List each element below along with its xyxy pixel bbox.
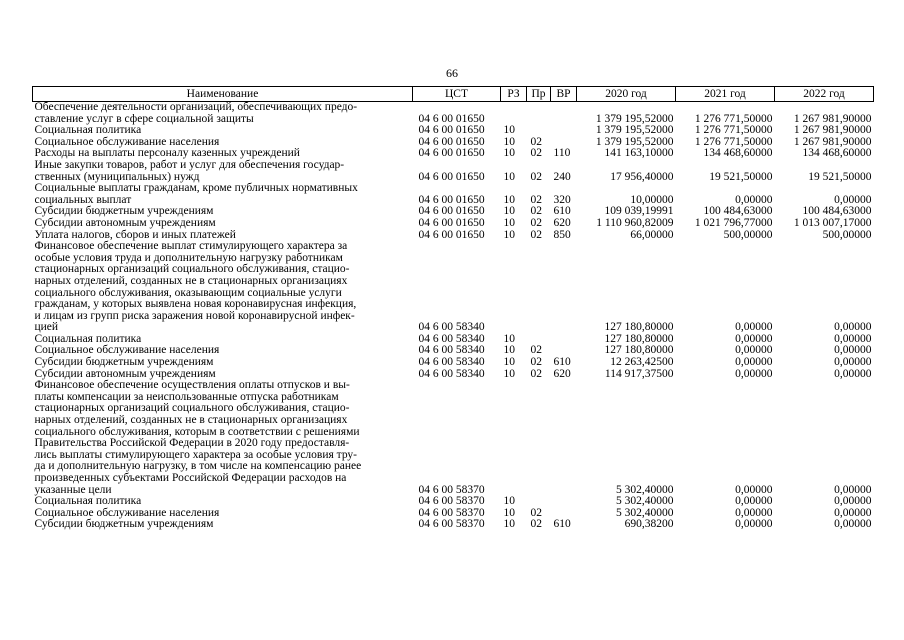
header-pr: Пр	[527, 87, 551, 102]
cell-2020: 114 917,37500	[604, 367, 674, 380]
cell-rz: 10	[503, 518, 515, 531]
cell-rz: 10	[503, 228, 515, 241]
cell-2020: 17 956,40000	[610, 170, 674, 183]
cell-name: Социальная политика	[34, 332, 142, 345]
cell-rz: 10	[503, 135, 515, 148]
cell-rz: 10	[503, 216, 515, 229]
cell-2022: 100 484,63000	[802, 205, 872, 218]
header-2020: 2020 год	[577, 87, 676, 102]
table-row	[33, 241, 874, 334]
cell-2021: 0,00000	[735, 193, 773, 206]
cell-rz: 10	[503, 367, 515, 380]
cell-vr	[551, 241, 577, 334]
cell-vr	[551, 380, 577, 496]
table-row	[33, 102, 874, 126]
cell-cst: 04 6 00 01650	[418, 147, 485, 160]
cell-2020: 127 180,80000	[604, 321, 674, 334]
cell-vr	[551, 334, 577, 346]
page-number: 66	[446, 66, 458, 80]
cell-vr: 850	[553, 228, 571, 241]
cell-name: Социальное обслуживание населения	[34, 135, 220, 148]
cell-2022: 134 468,60000	[802, 147, 872, 160]
cell-cst: 04 6 00 01650	[418, 170, 485, 183]
table-row	[33, 160, 874, 183]
cell-2021: 0,00000	[735, 321, 773, 334]
cell-pr	[527, 380, 551, 496]
cell-vr: 610	[553, 205, 571, 218]
header-name: Наименование	[33, 87, 413, 102]
cell-2022: 500,00000	[822, 228, 872, 241]
cell-pr: 02	[530, 147, 542, 160]
cell-rz: 10	[503, 205, 515, 218]
cell-2022: 0,00000	[834, 367, 872, 380]
cell-rz: 10	[503, 506, 515, 519]
cell-2021: 0,00000	[735, 356, 773, 369]
header-vr: ВР	[551, 87, 577, 102]
cell-2021: 1 276 771,50000	[694, 124, 773, 137]
cell-2022: 1 267 981,90000	[793, 135, 872, 148]
cell-pr: 02	[530, 170, 542, 183]
cell-rz	[501, 102, 527, 126]
cell-name: Социальное обслуживание населения	[34, 344, 220, 357]
cell-2020: 1 379 195,52000	[595, 124, 674, 137]
cell-cst: 04 6 00 01650	[418, 216, 485, 229]
table-row	[33, 357, 874, 369]
cell-2020: 690,38200	[624, 518, 674, 531]
cell-cst: 04 6 00 58370	[418, 495, 485, 508]
cell-pr: 02	[530, 193, 542, 206]
cell-cst: 04 6 00 01650	[418, 193, 485, 206]
cell-name: Финансовое обеспечение осуществления оплаты отпусков и вы- платы компенсации за неиспользованные отпуска работникам стационарных организаций социального обслуживания, стацио- нарных отделений, созданных не в стационарных организациях социального обслуживания, которым в соответствии с решениями Правительства Российской Федерации в 2020 году предоставля- лись выплаты стимулирующего характера за особые условия тру- да и дополнительную нагрузку, в том числе на компенсацию ранее произведенных субъектами Российской Федерации расходов на указанные цели	[34, 379, 362, 496]
cell-cst: 04 6 00 58340	[418, 332, 485, 345]
cell-2020: 5 302,40000	[616, 506, 674, 519]
cell-2021: 0,00000	[735, 495, 773, 508]
cell-rz: 10	[503, 124, 515, 137]
cell-2021: 1 276 771,50000	[694, 112, 773, 125]
cell-vr: 620	[553, 216, 571, 229]
cell-2021: 0,00000	[735, 506, 773, 519]
cell-cst: 04 6 00 01650	[418, 135, 485, 148]
cell-rz	[501, 380, 527, 496]
cell-cst: 04 6 00 58370	[418, 506, 485, 519]
cell-2021: 19 521,50000	[709, 170, 773, 183]
cell-name: Уплата налогов, сборов и иных платежей	[34, 228, 236, 241]
table-body	[33, 102, 874, 531]
budget-table	[32, 86, 874, 531]
cell-vr: 610	[553, 356, 571, 369]
cell-vr	[551, 102, 577, 126]
cell-2022: 0,00000	[834, 321, 872, 334]
cell-pr: 02	[530, 205, 542, 218]
table-row	[33, 519, 874, 531]
cell-rz: 10	[503, 495, 515, 508]
cell-name: Субсидии бюджетным учреждениям	[34, 356, 214, 369]
cell-2020: 141 163,10000	[604, 147, 674, 160]
cell-name: Субсидии автономным учреждениям	[34, 216, 216, 229]
cell-2022: 0,00000	[834, 495, 872, 508]
cell-name: Субсидии автономным учреждениям	[34, 367, 216, 380]
cell-pr: 02	[530, 135, 542, 148]
cell-vr: 240	[553, 170, 571, 183]
cell-cst: 04 6 00 01650	[418, 228, 485, 241]
cell-2022: 0,00000	[834, 483, 872, 496]
table-header-row	[33, 87, 874, 102]
cell-2020: 109 039,19991	[604, 205, 674, 218]
cell-2020: 127 180,80000	[604, 344, 674, 357]
cell-pr: 02	[530, 367, 542, 380]
cell-2021: 0,00000	[735, 483, 773, 496]
cell-rz: 10	[503, 147, 515, 160]
cell-vr: 320	[553, 193, 571, 206]
cell-2021: 0,00000	[735, 344, 773, 357]
cell-rz: 10	[503, 344, 515, 357]
cell-cst: 04 6 00 01650	[418, 205, 485, 218]
cell-rz: 10	[503, 356, 515, 369]
header-cst: ЦСТ	[413, 87, 501, 102]
cell-rz: 10	[503, 193, 515, 206]
cell-vr: 110	[553, 147, 571, 160]
cell-2021: 1 021 796,77000	[694, 216, 773, 229]
cell-name: Иные закупки товаров, работ и услуг для обеспечения государ- ственных (муниципальных) нужд	[34, 158, 345, 183]
header-2022: 2022 год	[775, 87, 874, 102]
table-row	[33, 380, 874, 496]
cell-2021: 0,00000	[735, 332, 773, 345]
cell-name: Субсидии бюджетным учреждениям	[34, 518, 214, 531]
cell-2021: 134 468,60000	[703, 147, 773, 160]
header-rz: РЗ	[501, 87, 527, 102]
cell-cst: 04 6 00 58340	[418, 356, 485, 369]
cell-name: Социальное обслуживание населения	[34, 506, 220, 519]
table-row	[33, 218, 874, 230]
cell-vr	[551, 125, 577, 137]
cell-name: Социальная политика	[34, 124, 142, 137]
cell-pr: 02	[530, 356, 542, 369]
cell-name: Субсидии бюджетным учреждениям	[34, 205, 214, 218]
cell-2022: 0,00000	[834, 518, 872, 531]
cell-name: Социальная политика	[34, 495, 142, 508]
cell-2020: 66,00000	[630, 228, 674, 241]
cell-2021: 0,00000	[735, 518, 773, 531]
cell-cst: 04 6 00 58370	[418, 483, 485, 496]
cell-2022: 1 013 007,17000	[793, 216, 872, 229]
cell-2020: 5 302,40000	[616, 483, 674, 496]
cell-cst: 04 6 00 01650	[418, 112, 485, 125]
header-2021: 2021 год	[676, 87, 775, 102]
cell-2022: 0,00000	[834, 193, 872, 206]
cell-2021: 500,00000	[723, 228, 773, 241]
cell-2022: 19 521,50000	[808, 170, 872, 183]
cell-2020: 5 302,40000	[616, 495, 674, 508]
cell-2020: 10,00000	[630, 193, 674, 206]
cell-cst: 04 6 00 58340	[418, 367, 485, 380]
cell-pr: 02	[530, 216, 542, 229]
cell-name: Финансовое обеспечение выплат стимулирующего характера за особые условия труда и дополнительную нагрузку работникам стационарных организаций социального обслуживания, стацио- нарных отделений, созданных не в стационарных организациях социального обслуживания, оказывающим социальные услуги гражданам, у которых выявлена новая коронавирусная инфекция, и лицам из групп риска заражения новой коронавирусной инфек- цией	[34, 240, 357, 334]
cell-2022: 1 267 981,90000	[793, 124, 872, 137]
cell-2022: 0,00000	[834, 506, 872, 519]
table-row	[33, 183, 874, 206]
cell-vr: 610	[553, 518, 571, 531]
cell-pr: 02	[530, 518, 542, 531]
cell-pr: 02	[530, 506, 542, 519]
cell-2021: 0,00000	[735, 367, 773, 380]
cell-cst: 04 6 00 58370	[418, 518, 485, 531]
cell-vr	[551, 496, 577, 508]
cell-2020: 127 180,80000	[604, 332, 674, 345]
cell-name: Социальные выплаты гражданам, кроме публичных нормативных социальных выплат	[34, 182, 358, 206]
cell-rz: 10	[503, 332, 515, 345]
cell-vr: 620	[553, 367, 571, 380]
cell-pr	[527, 102, 551, 126]
cell-2022: 0,00000	[834, 356, 872, 369]
cell-2021: 1 276 771,50000	[694, 135, 773, 148]
cell-cst: 04 6 00 58340	[418, 321, 485, 334]
cell-2020: 1 379 195,52000	[595, 112, 674, 125]
cell-name: Обеспечение деятельности организаций, обеспечивающих предо- ставление услуг в сфере социальной защиты	[34, 101, 358, 125]
cell-rz: 10	[503, 170, 515, 183]
cell-2022: 0,00000	[834, 332, 872, 345]
cell-pr	[527, 241, 551, 334]
cell-2020: 1 110 960,82009	[596, 216, 674, 229]
cell-pr: 02	[530, 228, 542, 241]
cell-name: Расходы на выплаты персоналу казенных учреждений	[34, 147, 300, 160]
cell-cst: 04 6 00 01650	[418, 124, 485, 137]
cell-rz	[501, 241, 527, 334]
cell-2022: 0,00000	[834, 344, 872, 357]
cell-pr: 02	[530, 344, 542, 357]
cell-2020: 1 379 195,52000	[595, 135, 674, 148]
cell-2022: 1 267 981,90000	[793, 112, 872, 125]
cell-cst: 04 6 00 58340	[418, 344, 485, 357]
cell-2020: 12 263,42500	[610, 356, 674, 369]
cell-2021: 100 484,63000	[703, 205, 773, 218]
